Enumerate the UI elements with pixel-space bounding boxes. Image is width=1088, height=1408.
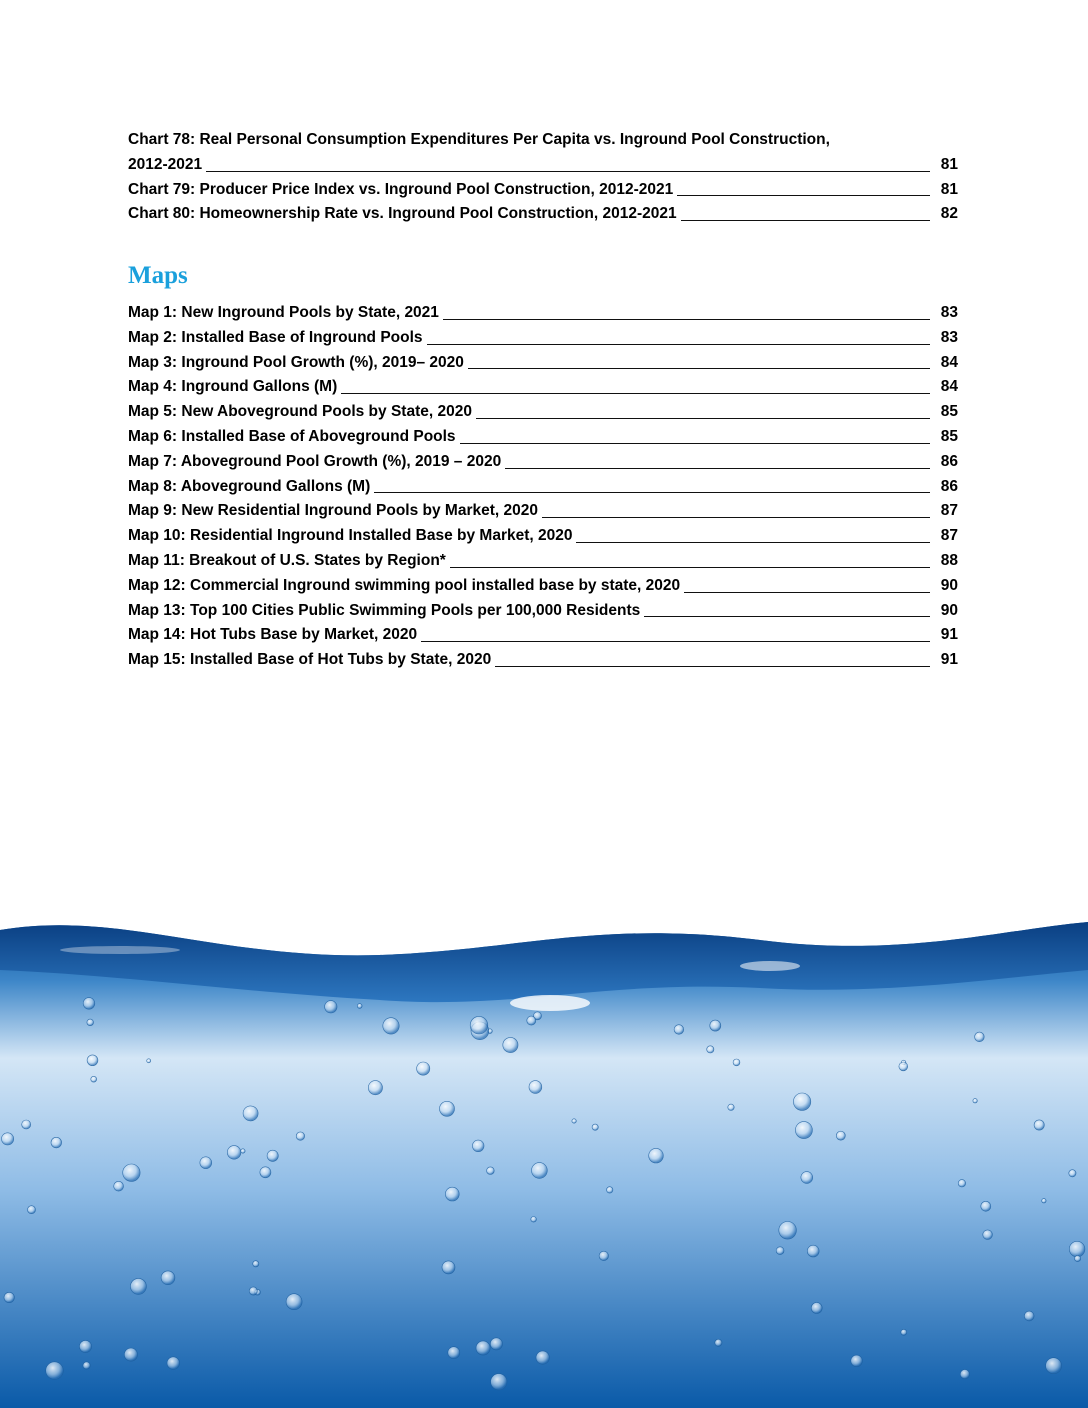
bubble (536, 1351, 549, 1364)
bubble (981, 1201, 991, 1211)
bubble (4, 1292, 14, 1302)
water-wave-illustration (0, 900, 1088, 1408)
toc-entry-label: Map 12: Commercial Inground swimming pool installed base by state, 2020 (128, 576, 681, 594)
toc-page-number: 87 (940, 502, 958, 520)
bubble (161, 1271, 175, 1285)
toc-entry-map-1[interactable] (128, 301, 958, 326)
toc-entry-label: Map 2: Installed Base of Inground Pools (128, 328, 423, 346)
toc-entry-label: Chart 79: Producer Price Index vs. Inground Pool Construction, 2012-2021 (128, 180, 674, 198)
bubble (79, 1340, 91, 1352)
bubble (357, 1004, 362, 1009)
toc-entry-chart-79[interactable] (128, 178, 958, 203)
bubble (529, 1081, 542, 1094)
bubble (91, 1076, 97, 1082)
toc-entry-label: Map 15: Installed Base of Hot Tubs by State, 2020 (128, 651, 492, 669)
toc-entry-map-2[interactable] (128, 326, 958, 351)
bubble (22, 1120, 31, 1129)
toc-entry-chart-78[interactable] (128, 153, 958, 178)
bubble (442, 1261, 455, 1274)
toc-page-number: 86 (940, 477, 958, 495)
bubble (83, 1362, 90, 1369)
dot-leader (495, 666, 930, 667)
toc-page-number: 90 (940, 601, 958, 619)
toc-page-number: 87 (940, 527, 958, 545)
bubble (87, 1019, 94, 1026)
bubble (733, 1059, 740, 1066)
bubble (901, 1329, 907, 1335)
bubble (795, 1122, 812, 1139)
bubble (503, 1037, 518, 1052)
bubble (28, 1206, 36, 1214)
bubble (532, 1163, 548, 1179)
bubble (249, 1287, 257, 1295)
bubble (1042, 1199, 1046, 1203)
bubble (296, 1132, 304, 1140)
bubble (487, 1167, 495, 1175)
bubble (470, 1016, 488, 1034)
dot-leader (374, 492, 930, 493)
toc-entry-label: Map 13: Top 100 Cities Public Swimming Pools per 100,000 Residents (128, 601, 641, 619)
dot-leader (460, 443, 930, 444)
dot-leader (542, 517, 930, 518)
dot-leader (450, 567, 930, 568)
bubble (975, 1032, 985, 1042)
bubble (147, 1059, 151, 1063)
toc-entry-map-14[interactable] (128, 623, 958, 648)
bubble (599, 1251, 608, 1260)
toc-page-number: 90 (940, 576, 958, 594)
toc-page-number: 82 (940, 205, 958, 223)
bubble (167, 1357, 180, 1370)
bubble (973, 1099, 977, 1103)
toc-entry-label: Chart 78: Real Personal Consumption Expenditures Per Capita vs. Inground Pool Construction, (128, 131, 830, 148)
bubble (592, 1124, 598, 1130)
bubble (51, 1137, 62, 1148)
toc-entry-map-12[interactable] (128, 574, 958, 599)
toc-page-number: 91 (940, 651, 958, 669)
bubble (448, 1347, 460, 1359)
bubble (836, 1131, 845, 1140)
bubble (445, 1187, 459, 1201)
bubble (572, 1119, 576, 1123)
bubble (383, 1018, 399, 1034)
bubble (123, 1164, 140, 1181)
toc-entry-label: 2012-2021 (128, 155, 203, 173)
toc-entry-label: Map 8: Aboveground Gallons (M) (128, 477, 371, 495)
dot-leader (206, 171, 930, 172)
bubble (715, 1339, 722, 1346)
bubble (958, 1180, 965, 1187)
bubble (1075, 1255, 1081, 1261)
bubble (200, 1157, 212, 1169)
toc-entry-label: Map 9: New Residential Inground Pools by Market, 2020 (128, 502, 538, 520)
toc-entry-map-8[interactable] (128, 475, 958, 500)
bubble (1024, 1311, 1034, 1321)
bubble (710, 1020, 721, 1031)
bubble (472, 1140, 484, 1152)
toc-entry-label: Map 1: New Inground Pools by State, 2021 (128, 304, 439, 321)
bubble (83, 998, 95, 1010)
toc-page-number: 83 (940, 304, 958, 321)
toc-entry-label: Map 3: Inground Pool Growth (%), 2019– 2020 (128, 353, 464, 371)
toc-page-number: 84 (940, 353, 958, 371)
bubble (801, 1172, 813, 1184)
bubble (607, 1187, 613, 1193)
bubble (46, 1362, 64, 1380)
toc-entry-label: Map 11: Breakout of U.S. States by Region* (128, 551, 446, 569)
bubble (899, 1062, 908, 1071)
toc-entry-map-15[interactable] (128, 648, 958, 673)
bubble (476, 1341, 490, 1355)
bubble (1046, 1358, 1062, 1374)
bubble (531, 1217, 537, 1223)
bubble (368, 1081, 382, 1095)
toc-page-number: 86 (940, 452, 958, 470)
toc-entry-label: Map 7: Aboveground Pool Growth (%), 2019 – 2020 (128, 452, 502, 470)
toc-entry-chart-80[interactable] (128, 202, 958, 227)
dot-leader (505, 468, 930, 469)
bubble (227, 1146, 241, 1160)
bubble (807, 1245, 819, 1257)
toc-entry-label: Map 14: Hot Tubs Base by Market, 2020 (128, 626, 418, 644)
bubble (960, 1370, 969, 1379)
bubble (811, 1303, 822, 1314)
bubble (417, 1062, 430, 1075)
dot-leader (341, 393, 930, 394)
toc-page-number: 85 (940, 403, 958, 421)
bubble (793, 1093, 810, 1110)
bubble (325, 1001, 337, 1013)
toc-entry-map-5[interactable] (128, 400, 958, 425)
bubble (490, 1338, 502, 1350)
bubble (1069, 1170, 1076, 1177)
toc-page-number: 91 (940, 626, 958, 644)
toc-entry-map-13[interactable] (128, 599, 958, 624)
chart-list (128, 128, 958, 227)
toc-page-number: 81 (940, 155, 958, 173)
toc-entry-map-9[interactable] (128, 499, 958, 524)
toc-entry-map-3[interactable] (128, 351, 958, 376)
bubble (2, 1133, 14, 1145)
toc-entry-map-4[interactable] (128, 375, 958, 400)
bubble (851, 1355, 863, 1367)
toc-entry-label: Map 4: Inground Gallons (M) (128, 378, 338, 396)
bubble (253, 1261, 259, 1267)
dot-leader (681, 220, 930, 221)
bubble (649, 1148, 664, 1163)
dot-leader (684, 592, 930, 593)
dot-leader (468, 368, 930, 369)
bubble (260, 1167, 271, 1178)
toc-entry-chart-78-line1[interactable] (128, 128, 958, 153)
dot-leader (677, 195, 930, 196)
bubble (241, 1149, 245, 1153)
bubble (707, 1046, 714, 1053)
bubble (983, 1230, 993, 1240)
bubble (527, 1016, 536, 1025)
dot-leader (644, 616, 930, 617)
toc-entry-map-7[interactable] (128, 450, 958, 475)
toc-page-number: 81 (940, 180, 958, 198)
dot-leader (476, 418, 930, 419)
bubble (124, 1348, 137, 1361)
toc-entry-label: Map 6: Installed Base of Aboveground Pools (128, 427, 456, 445)
dot-leader (421, 641, 930, 642)
bubble (776, 1247, 784, 1255)
dot-leader (427, 344, 930, 345)
bubble (491, 1374, 507, 1390)
bubble (1069, 1241, 1085, 1257)
toc-page-number: 84 (940, 378, 958, 396)
toc-page-number: 83 (940, 328, 958, 346)
map-list (128, 301, 958, 673)
toc-entry-label: Chart 80: Homeownership Rate vs. Inground Pool Construction, 2012-2021 (128, 205, 677, 223)
bubble (286, 1294, 302, 1310)
bubble (728, 1104, 734, 1110)
bubble (243, 1106, 258, 1121)
bubble (267, 1150, 278, 1161)
toc-entry-map-10[interactable] (128, 524, 958, 549)
toc-entry-map-6[interactable] (128, 425, 958, 450)
toc-page-number: 85 (940, 427, 958, 445)
bubble (1034, 1120, 1044, 1130)
toc-entry-map-11[interactable] (128, 549, 958, 574)
bubble (779, 1222, 797, 1240)
bubble (87, 1055, 98, 1066)
section-heading-maps: Maps (128, 262, 188, 289)
dot-leader (443, 319, 930, 320)
bubble (674, 1025, 684, 1035)
toc-entry-label: Map 10: Residential Inground Installed Base by Market, 2020 (128, 527, 573, 545)
dot-leader (576, 542, 930, 543)
toc-page-number: 88 (940, 551, 958, 569)
toc-entry-label: Map 5: New Aboveground Pools by State, 2020 (128, 403, 472, 421)
bubble (130, 1278, 146, 1294)
bubble (440, 1101, 455, 1116)
bubble (114, 1181, 124, 1191)
